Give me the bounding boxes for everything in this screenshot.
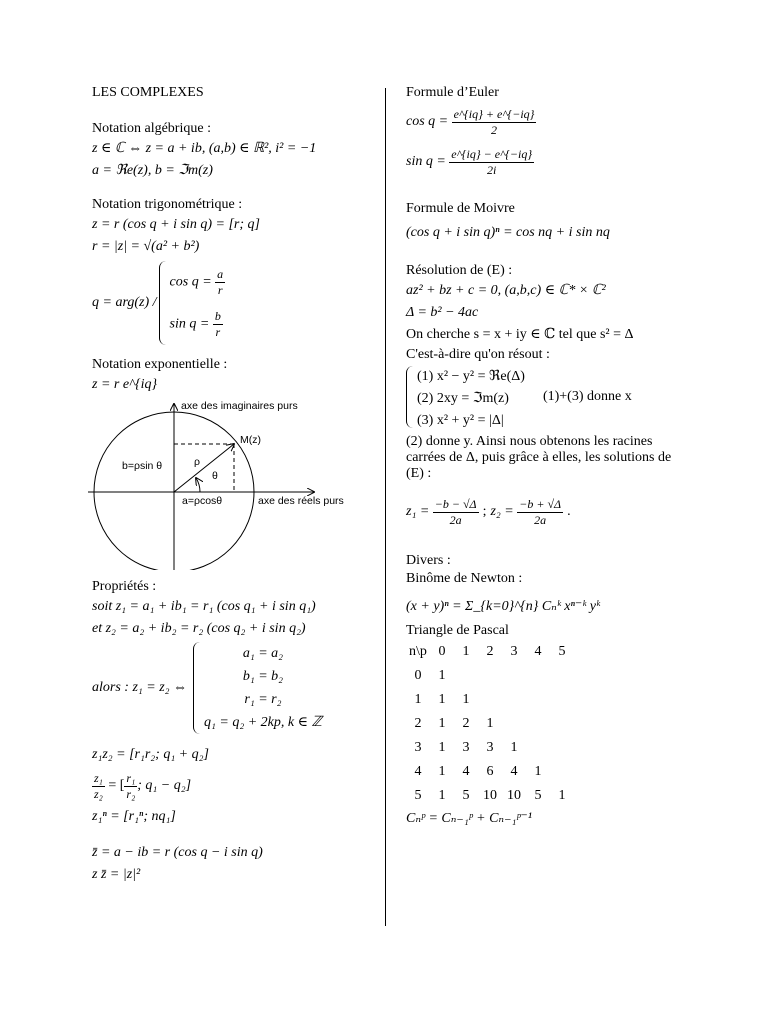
radius-vector <box>174 444 234 492</box>
system-eq-3: (3) x² + y² = |Δ| <box>417 413 504 428</box>
pascal-cell: 6 <box>486 764 494 779</box>
props-modulus-square: z z̄ = |z|² <box>92 867 141 882</box>
moivre-heading: Formule de Moivre <box>406 201 515 216</box>
algebraic-line-2: a = ℜe(z), b = ℑm(z) <box>92 163 213 178</box>
z1-frac <box>433 497 479 528</box>
euler-cos-lhs: cos q = <box>406 114 449 129</box>
pascal-cell <box>550 712 574 736</box>
complex-plane-svg <box>88 400 388 570</box>
pascal-cell: 1 <box>414 692 422 707</box>
resolution-paragraph: (2) donne y. Ainsi nous obtenons les racines carrées de Δ, puis grâce à elles, les solutions de (E) : <box>406 434 672 481</box>
pascal-cell <box>526 664 550 688</box>
pascal-row <box>406 688 574 712</box>
pascal-header-cell: 4 <box>534 644 542 659</box>
exp-line-1: z = r e^{iq} <box>92 377 158 392</box>
pascal-cell: 1 <box>438 788 446 803</box>
pascal-cell: 1 <box>438 668 446 683</box>
pascal-cell <box>478 688 502 712</box>
props-equality-system <box>92 640 382 736</box>
newton-formula: (x + y)ⁿ = Σ_{k=0}^{n} Cₙᵏ xⁿ⁻ᵏ yᵏ <box>406 599 600 614</box>
trig-line-2: r = |z| = √(a² + b²) <box>92 239 200 254</box>
euler-sin-lhs: sin q = <box>406 154 446 169</box>
pascal-cell <box>526 688 550 712</box>
z1-num: −b − √Δ <box>434 496 477 511</box>
divers-heading: Divers : <box>406 553 451 568</box>
z2-lhs: z₂ = <box>490 504 514 519</box>
pascal-cell <box>502 688 526 712</box>
pascal-cell: 4 <box>510 764 518 779</box>
quot-lhs-frac <box>92 771 105 802</box>
newton-heading: Binôme de Newton : <box>406 571 523 586</box>
resolution-heading: Résolution de (E) : <box>406 263 513 278</box>
system-note: (1)+(3) donne x <box>542 389 632 404</box>
pascal-cell: 2 <box>462 716 470 731</box>
pascal-cell: 1 <box>438 740 446 755</box>
trig-brace-group <box>159 261 226 345</box>
resolution-system <box>406 364 696 430</box>
pascal-cell: 1 <box>534 764 542 779</box>
left-column <box>92 84 382 886</box>
pascal-row <box>406 760 574 784</box>
brace-symbol <box>406 366 413 428</box>
pascal-header-row <box>406 640 574 664</box>
solutions-separator: ; <box>482 504 487 519</box>
trig-sin-den: r <box>215 324 221 339</box>
trig-sin-frac <box>213 309 223 340</box>
resolution-line-4: C'est-à-dire qu'on résout : <box>406 347 550 362</box>
props-cond-1: a₁ = a₂ <box>242 645 284 661</box>
trig-q-label: q = arg(z) / <box>92 295 157 310</box>
z2-frac <box>517 497 563 528</box>
pascal-heading: Triangle de Pascal <box>406 623 509 638</box>
quot-lhs-num: z₁ <box>94 770 103 785</box>
props-alors: alors : z₁ = z₂ ⇔ <box>92 680 188 695</box>
trig-heading: Notation trigonométrique : <box>92 197 243 212</box>
pascal-row <box>406 784 574 808</box>
quot-mid-num: r₁ <box>126 770 136 785</box>
b-label: b=ρsin θ <box>122 460 163 472</box>
pascal-cell: 3 <box>486 740 494 755</box>
euler-cos-frac <box>452 107 537 138</box>
z1-den: 2a <box>449 512 462 527</box>
pascal-row <box>406 712 574 736</box>
pascal-cell: 1 <box>510 740 518 755</box>
pascal-cell <box>550 736 574 760</box>
trig-arg-system <box>92 258 382 348</box>
exp-heading: Notation exponentielle : <box>92 357 228 372</box>
pascal-cell: 10 <box>507 788 521 803</box>
pascal-cell <box>550 760 574 784</box>
pascal-header-cell: 2 <box>486 644 494 659</box>
euler-cos-den: 2 <box>491 122 498 137</box>
trig-sin-num: b <box>214 308 221 323</box>
pascal-cell <box>550 664 574 688</box>
pascal-header-cell: 1 <box>462 644 470 659</box>
pascal-row <box>406 736 574 760</box>
trig-line-1: z = r (cos q + i sin q) = [r; q] <box>92 217 260 232</box>
system-eq-1: (1) x² − y² = ℜe(Δ) <box>417 369 525 384</box>
z1-lhs: z₁ = <box>406 504 430 519</box>
pascal-cell: 1 <box>438 692 446 707</box>
algebraic-heading: Notation algébrique : <box>92 121 211 136</box>
system-eq-2: (2) 2xy = ℑm(z) <box>417 391 509 406</box>
resolution-line-2: Δ = b² − 4ac <box>406 305 479 320</box>
euler-heading: Formule d’Euler <box>406 85 499 100</box>
pascal-rule: Cₙᵖ = Cₙ₋₁ᵖ + Cₙ₋₁ᵖ⁻¹ <box>406 811 532 826</box>
resolution-solutions <box>406 490 696 534</box>
euler-sin <box>406 142 696 182</box>
moivre-line: (cos q + i sin q)ⁿ = cos nq + i sin nq <box>406 225 610 240</box>
complex-plane-diagram <box>88 400 388 570</box>
trig-cos-frac <box>215 267 225 298</box>
trig-sin-eq <box>170 309 226 340</box>
brace-symbol <box>193 642 200 734</box>
pascal-header-cell: 5 <box>558 644 566 659</box>
trig-cos-num: a <box>217 266 224 281</box>
euler-sin-frac <box>449 147 534 178</box>
pascal-cell <box>550 688 574 712</box>
trig-sin-lhs: sin q = <box>169 316 210 332</box>
props-soit: soit z₁ = a₁ + ib₁ = r₁ (cos q₁ + i sin q₁) <box>92 599 316 614</box>
pascal-cell: 1 <box>486 716 494 731</box>
euler-cos-num: e^{iq} + e^{−iq} <box>453 106 535 121</box>
pascal-cell <box>454 664 478 688</box>
a-label: a=ρcosθ <box>182 495 223 507</box>
pascal-cell: 5 <box>414 788 422 803</box>
quot-tail: ; q₁ − q₂] <box>137 778 192 793</box>
props-quotient: $\frac{\text{z₁}}{\text{z₂}}$ = [ $\frac{\text{r₁}}{\text{r₂}}$ ; q₁ − q₂] <box>94 770 192 801</box>
pascal-cell: 4 <box>414 764 422 779</box>
pascal-cell <box>502 664 526 688</box>
pascal-cell: 1 <box>558 788 566 803</box>
pascal-cell: 0 <box>414 668 422 683</box>
euler-sin-den: 2i <box>487 162 497 177</box>
z2-num: −b + √Δ <box>519 496 562 511</box>
props-brace-group <box>193 642 322 734</box>
props-cond-3: r₁ = r₂ <box>244 691 282 707</box>
trig-cos-eq <box>170 267 226 298</box>
pascal-body <box>406 664 574 808</box>
pascal-cell: 3 <box>414 740 422 755</box>
pascal-cell: 1 <box>462 692 470 707</box>
right-column <box>406 84 696 830</box>
props-conjugate: z̄ = a − ib = r (cos q − i sin q) <box>92 845 263 860</box>
euler-cos <box>406 102 696 142</box>
resolution-line-1: az² + bz + c = 0, (a,b,c) ∈ ℂ* × ℂ² <box>406 283 606 298</box>
props-power: z₁ⁿ = [r₁ⁿ; nq₁] <box>92 809 176 824</box>
pascal-cell <box>478 664 502 688</box>
point-label: M(z) <box>240 434 261 446</box>
pascal-header-cell: 3 <box>510 644 518 659</box>
pascal-cell: 5 <box>534 788 542 803</box>
rho-label: ρ <box>194 456 200 468</box>
real-axis-label: axe des réels purs <box>258 495 344 507</box>
pascal-header-cell: n\p <box>409 644 427 659</box>
pascal-cell: 5 <box>462 788 470 803</box>
algebraic-line-1: z ∈ ℂ ⇔ z = a + ib, (a,b) ∈ ℝ², i² = −1 <box>92 141 317 156</box>
pascal-row <box>406 664 574 688</box>
pascal-table <box>406 640 574 808</box>
brace-symbol <box>159 261 166 345</box>
theta-label: θ <box>212 470 218 482</box>
theta-arc <box>196 478 200 492</box>
pascal-cell: 2 <box>414 716 422 731</box>
trig-cos-den: r <box>217 282 223 297</box>
props-heading: Propriétés : <box>92 579 157 594</box>
resolution-line-3: On cherche s = x + iy ∈ ℂ tel que s² = Δ <box>406 327 634 342</box>
pascal-header-cell: 0 <box>438 644 446 659</box>
quot-lhs-den: z₂ <box>94 786 103 801</box>
imag-axis-label: axe des imaginaires purs <box>181 400 298 412</box>
props-et: et z₂ = a₂ + ib₂ = r₂ (cos q₂ + i sin q₂) <box>92 621 306 636</box>
pascal-cell: 1 <box>438 764 446 779</box>
pascal-cell: 4 <box>462 764 470 779</box>
pascal-cell: 10 <box>483 788 497 803</box>
quot-mid-den: r₂ <box>126 786 136 801</box>
quot-mid-frac <box>124 771 137 802</box>
pascal-cell <box>502 712 526 736</box>
page-title: LES COMPLEXES <box>92 85 204 100</box>
trig-cos-lhs: cos q = <box>169 274 212 290</box>
pascal-cell <box>526 736 550 760</box>
pascal-cell <box>526 712 550 736</box>
props-product: z₁z₂ = [r₁r₂; q₁ + q₂] <box>92 747 209 762</box>
pascal-cell: 1 <box>438 716 446 731</box>
resolution-brace-group <box>406 366 525 428</box>
pascal-cell: 3 <box>462 740 470 755</box>
props-cond-2: b₁ = b₂ <box>242 668 284 684</box>
euler-sin-num: e^{iq} − e^{−iq} <box>451 146 533 161</box>
props-cond-4: q₁ = q₂ + 2kp, k ∈ ℤ <box>204 714 322 730</box>
z2-den: 2a <box>534 512 547 527</box>
solutions-end: . <box>567 504 571 519</box>
